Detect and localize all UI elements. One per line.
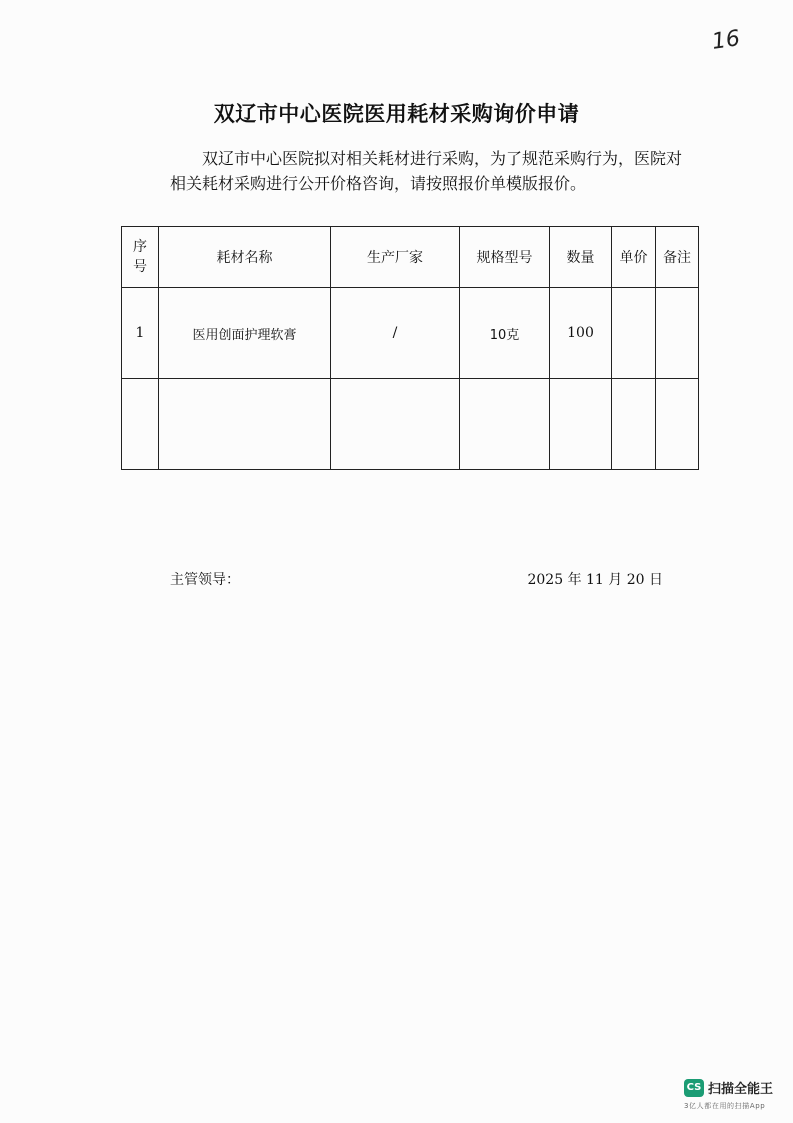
- cell-remark: [656, 288, 699, 379]
- document-title: 双辽市中心医院医用耗材采购询价申请: [213, 101, 580, 126]
- handwritten-page-number: 16: [710, 26, 742, 55]
- scanner-tagline: 3亿人都在用的扫描App: [684, 1102, 766, 1110]
- scanner-app-name: 扫描全能王: [708, 1082, 774, 1097]
- header-seq-line1: 序: [133, 239, 147, 255]
- cell-quantity: [550, 379, 612, 470]
- header-seq: [122, 227, 159, 288]
- camscanner-logo-icon: CS: [684, 1079, 704, 1097]
- header-name: 耗材名称: [159, 227, 331, 288]
- cell-unit-price: [612, 288, 656, 379]
- cell-spec: [460, 379, 550, 470]
- table-row: [122, 379, 699, 470]
- cell-seq: [122, 379, 159, 470]
- header-manufacturer: 生产厂家: [331, 227, 460, 288]
- cell-manufacturer: /: [331, 288, 460, 379]
- cell-name: 医用创面护理软膏: [159, 288, 331, 379]
- cell-seq: 1: [122, 288, 159, 379]
- quotation-table: [121, 226, 699, 470]
- table-row: [122, 288, 699, 379]
- cell-spec: 10克: [460, 288, 550, 379]
- header-unit-price: 单价: [612, 227, 656, 288]
- document-date: 2025 年 11 月 20 日: [527, 572, 663, 588]
- cell-remark: [656, 379, 699, 470]
- scanner-watermark: [684, 1077, 784, 1115]
- cell-manufacturer: [331, 379, 460, 470]
- cell-name: [159, 379, 331, 470]
- cell-quantity: 100: [550, 288, 612, 379]
- header-quantity: 数量: [550, 227, 612, 288]
- intro-paragraph: 双辽市中心医院拟对相关耗材进行采购，为了规范采购行为，医院对相关耗材采购进行公开价格咨询，请按照报价单模版报价。: [170, 149, 683, 193]
- cell-unit-price: [612, 379, 656, 470]
- header-remark: 备注: [656, 227, 699, 288]
- header-seq-line2: 号: [133, 259, 147, 275]
- header-spec: 规格型号: [460, 227, 550, 288]
- supervisor-label: 主管领导：: [170, 572, 240, 588]
- table-header-row: [122, 227, 699, 288]
